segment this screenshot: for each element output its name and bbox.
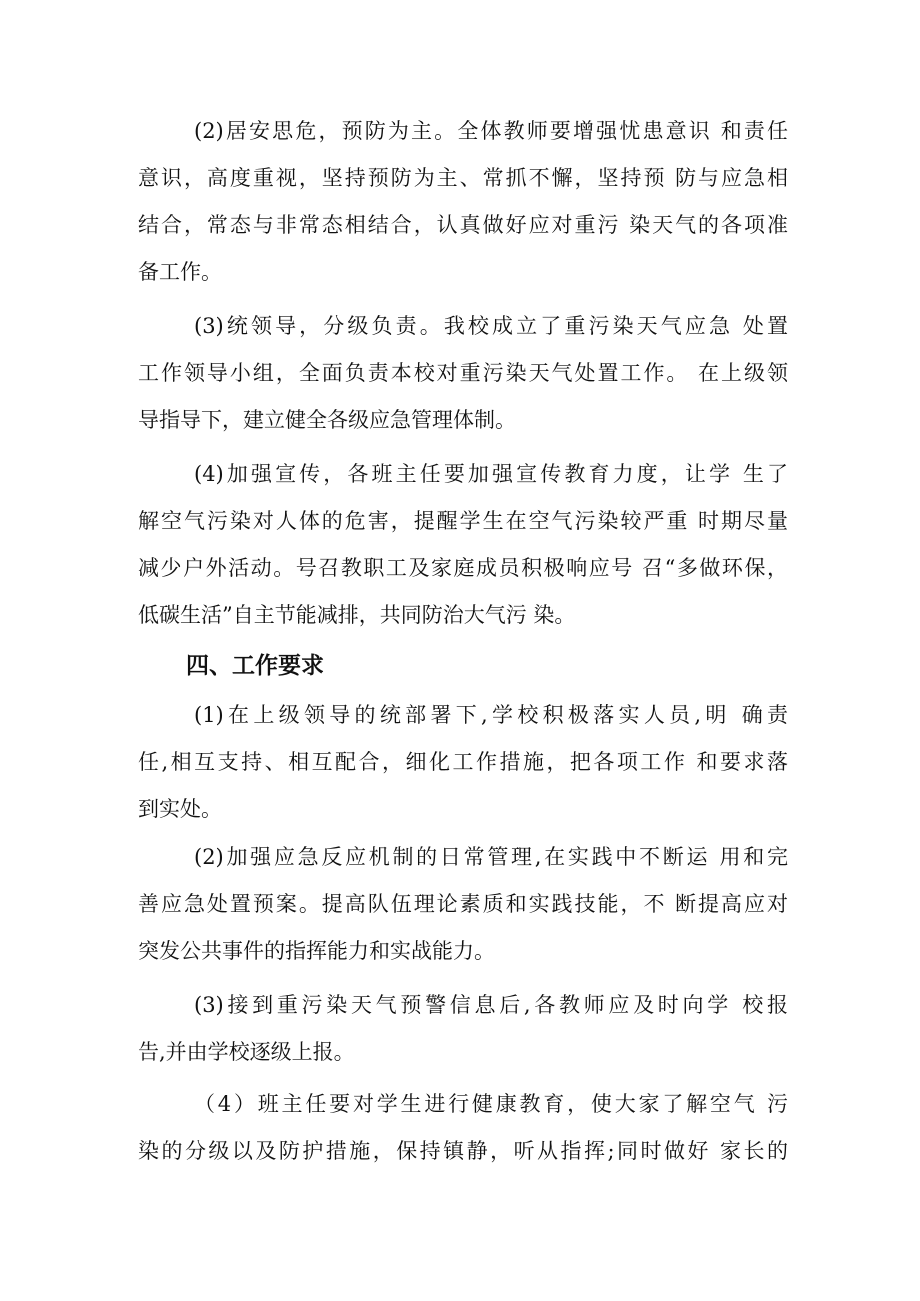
paragraph-requirement-1 (138, 692, 788, 833)
text-line: 减少户外活动。号召教职工及家庭成员积极响应号 召“多做环保， (138, 556, 788, 580)
text-line: 善应急处置预案。提高队伍理论素质和实践技能，不 断提高应对 (138, 892, 788, 916)
text-line: 结合，常态与非常态相结合，认真做好应对重污 染天气的各项准 (138, 213, 788, 237)
text-line: 解空气污染对人体的危害，提醒学生在空气污染较严重 时期尽量 (138, 509, 788, 533)
paragraph-item-2-prevention (138, 108, 788, 296)
paragraph-item-4-publicity (138, 451, 788, 639)
text-line: (1)在上级领导的统部署下,学校积极落实人员,明 确责 (194, 703, 788, 727)
paragraph-requirement-3 (138, 982, 788, 1076)
text-line: 备工作。 (138, 260, 222, 284)
text-line: (2)加强应急反应机制的日常管理,在实践中不断运 用和完 (194, 845, 788, 869)
text-line: 低碳生活”自主节能减排，共同防治大气污 染。 (138, 603, 576, 627)
text-line: 告,并由学校逐级上报。 (138, 1040, 355, 1064)
paragraph-requirement-2 (138, 834, 788, 975)
section-heading: 四、工作要求 (186, 653, 324, 679)
paragraph-item-3-leadership (138, 303, 788, 444)
text-line: 意识，高度重视，坚持预防为主、常抓不懈，坚持预 防与应急相 (138, 166, 788, 190)
text-line: 到实处。 (138, 797, 222, 821)
text-line: (3)统领导，分级负责。我校成立了重污染天气应急 处置 (194, 314, 788, 338)
text-line: 任,相互支持、相互配合，细化工作措施，把各项工作 和要求落 (138, 750, 788, 774)
text-line: （4）班主任要对学生进行健康教育，使大家了解空气 污 (194, 1092, 788, 1116)
paragraph-requirement-4 (138, 1081, 788, 1175)
text-line: 染的分级以及防护措施，保持镇静，听从指挥;同时做好 家长的 (138, 1139, 788, 1163)
text-line: (2)居安思危，预防为主。全体教师要增强忧患意识 和责任 (194, 119, 788, 143)
text-line: 导指导下，建立健全各级应急管理体制。 (138, 408, 516, 432)
text-line: (3)接到重污染天气预警信息后,各教师应及时向学 校报 (194, 993, 788, 1017)
text-line: 工作领导小组，全面负责本校对重污染天气处置工作。 在上级领 (138, 361, 788, 385)
text-line: 突发公共事件的指挥能力和实战能力。 (138, 939, 495, 963)
text-line: (4)加强宣传，各班主任要加强宣传教育力度，让学 生了 (194, 462, 788, 486)
